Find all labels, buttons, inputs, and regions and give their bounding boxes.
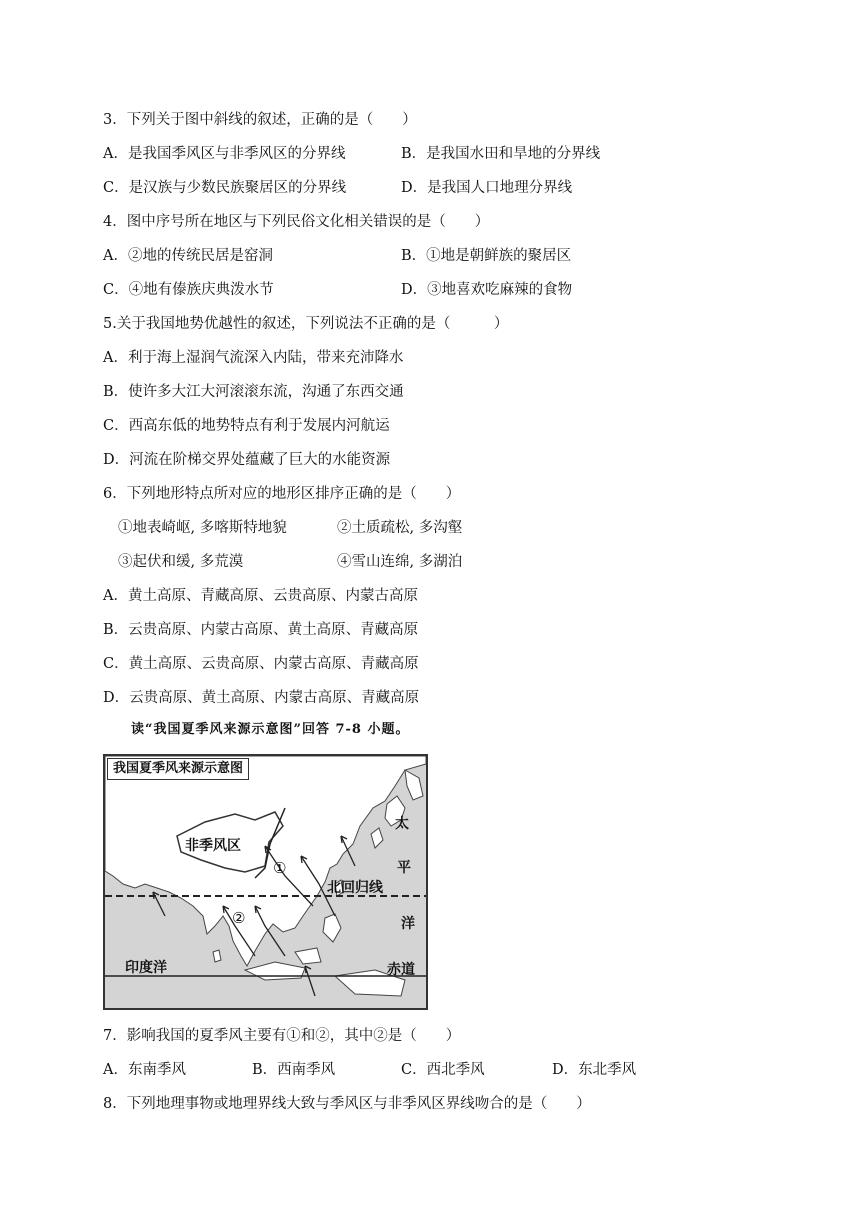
q3-option-a: A．是我国季风区与非季风区的分界线 (103, 146, 346, 162)
q6-option-b: B．云贵高原、内蒙古高原、黄土高原、青藏高原 (103, 622, 419, 638)
q4-option-d: D．③地喜欢吃麻辣的食物 (401, 282, 573, 298)
label-equator: 赤道 (387, 962, 415, 978)
label-pacific-2: 平 (397, 860, 411, 876)
q6-feature-3: ③起伏和缓, 多荒漠 (118, 554, 244, 570)
q3-stem: 3．下列关于图中斜线的叙述，正确的是（ ） (103, 112, 417, 128)
marker-1: ① (273, 859, 287, 877)
q3-option-c: C．是汉族与少数民族聚居区的分界线 (103, 180, 347, 196)
marker-2: ② (232, 909, 246, 927)
q7-option-c: C．西北季风 (401, 1062, 485, 1078)
q5-option-d: D．河流在阶梯交界处蕴藏了巨大的水能资源 (103, 452, 391, 468)
q6-feature-1: ①地表崎岖, 多喀斯特地貌 (118, 520, 287, 536)
summer-monsoon-map (103, 754, 428, 1010)
map-title: 我国夏季风来源示意图 (107, 758, 249, 780)
label-pacific-1: 太 (395, 816, 409, 832)
q5-option-c: C．西高东低的地势特点有利于发展内河航运 (103, 418, 390, 434)
q3-option-b: B．是我国水田和旱地的分界线 (401, 146, 601, 162)
q4-option-c: C．④地有傣族庆典泼水节 (103, 282, 274, 298)
q5-stem: 5.关于我国地势优越性的叙述，下列说法不正确的是（ ） (103, 316, 509, 332)
q5-option-a: A．利于海上湿润气流深入内陆，带来充沛降水 (103, 350, 404, 366)
q8-stem: 8．下列地理事物或地理界线大致与季风区与非季风区界线吻合的是（ ） (103, 1096, 591, 1112)
q3-option-d: D．是我国人口地理分界线 (401, 180, 573, 196)
q7-option-b: B．西南季风 (252, 1062, 336, 1078)
q4-stem: 4．图中序号所在地区与下列民俗文化相关错误的是（ ） (103, 214, 490, 230)
q6-feature-2: ②土质疏松, 多沟壑 (337, 520, 463, 536)
label-indian-ocean: 印度洋 (125, 960, 167, 976)
q7-option-a: A．东南季风 (103, 1062, 186, 1078)
label-tropic-of-cancer: 北回归线 (327, 880, 383, 896)
q4-option-b: B．①地是朝鲜族的聚居区 (401, 248, 572, 264)
q6-feature-4: ④雪山连绵, 多湖泊 (337, 554, 463, 570)
label-non-monsoon-region: 非季风区 (185, 838, 241, 854)
label-pacific-3: 洋 (401, 916, 415, 932)
q7-stem: 7．影响我国的夏季风主要有①和②，其中②是（ ） (103, 1028, 461, 1044)
q6-option-c: C．黄土高原、云贵高原、内蒙古高原、青藏高原 (103, 656, 419, 672)
q6-option-a: A．黄土高原、青藏高原、云贵高原、内蒙古高原 (103, 588, 418, 604)
q6-option-d: D．云贵高原、黄土高原、内蒙古高原、青藏高原 (103, 690, 420, 706)
q4-option-a: A．②地的传统民居是窑洞 (103, 248, 273, 264)
q7-option-d: D．东北季风 (552, 1062, 637, 1078)
q5-option-b: B．使许多大江大河滚滚东流，沟通了东西交通 (103, 384, 404, 400)
map-heading: 读“我国夏季风来源示意图”回答 7-8 小题。 (131, 722, 410, 737)
q6-stem: 6．下列地形特点所对应的地形区排序正确的是（ ） (103, 486, 461, 502)
